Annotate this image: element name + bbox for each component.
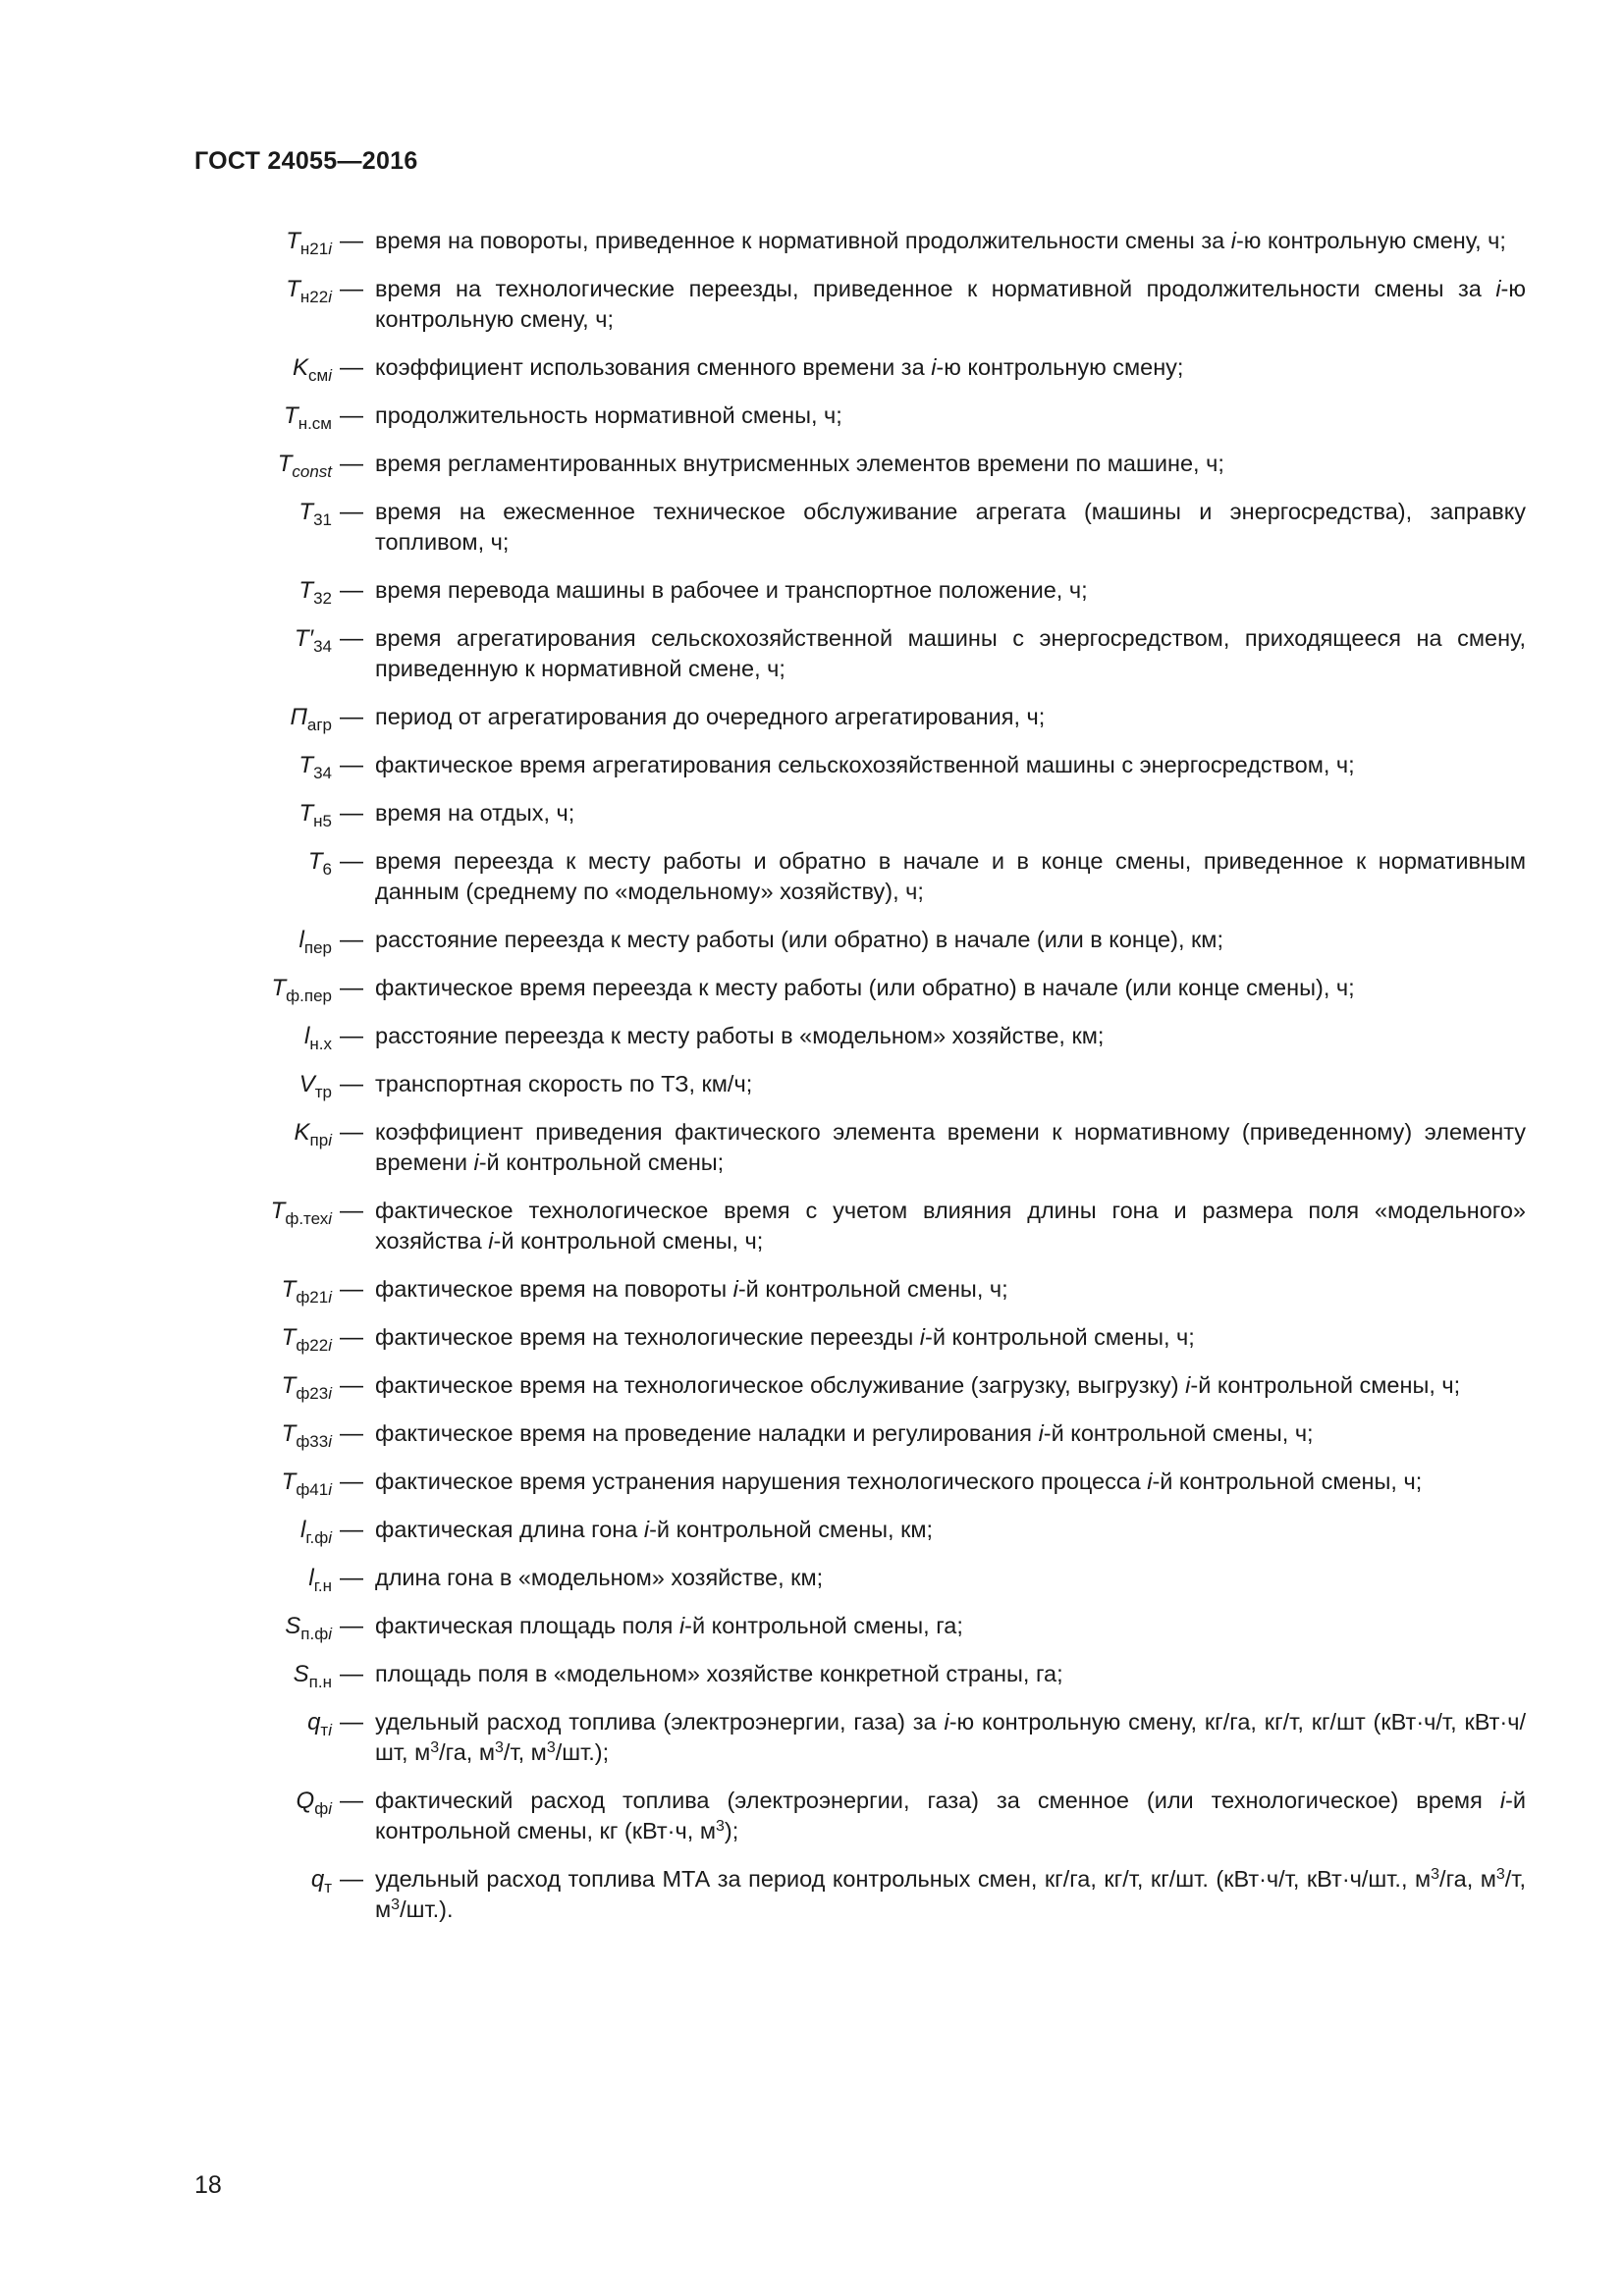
definition-dash: —	[340, 927, 363, 953]
definition-dash: —	[340, 848, 363, 875]
definition-text: удельный расход топлива (электроэнергии, газа) за i-ю контрольную смену, кг/га, кг/т, кг/шт (кВт·ч/т, кВт·ч/шт, $м^3/га$, $м^3/т$, $м^3/шт$.);	[375, 1709, 1527, 1765]
definition-row	[194, 226, 1526, 256]
definition-row	[194, 846, 1526, 907]
definition-text: фактическое время переезда к месту работы (или обратно) в начале (или конце смены), ч;	[375, 975, 1355, 1000]
definition-row	[194, 1786, 1526, 1846]
definition-symbol: $l_{г.фi}$	[300, 1517, 332, 1547]
definition-dash: —	[340, 975, 363, 1001]
definition-symbol: $T'_{34}$	[294, 625, 332, 656]
definition-row	[194, 1117, 1526, 1178]
definition-dash: —	[340, 1276, 363, 1303]
definition-symbol: $l_{н.х}$	[304, 1023, 332, 1053]
definition-symbol: $q_{тi}$	[307, 1709, 332, 1739]
definition-row	[194, 1196, 1526, 1256]
definition-text: время переезда к месту работы и обратно в начале и в конце смены, приведенное к нормативным данным (среднему по «модельному» хозяйству), ч;	[375, 848, 1526, 904]
definition-dash: —	[340, 276, 363, 302]
definition-dash: —	[340, 1866, 363, 1893]
definition-symbol: $T_{ф.техi}$	[270, 1198, 332, 1228]
definition-text: время на отдых, ч;	[375, 800, 575, 826]
definition-text: фактическое время на технологические переезды i-й контрольной смены, ч;	[375, 1324, 1195, 1350]
definition-symbol: $S_{п.н}$	[293, 1661, 332, 1691]
definition-text: удельный расход топлива МТА за период контрольных смен, кг/га, кг/т, кг/шт. (кВт·ч/т, кВт·ч/шт., $м^3/га$, $м^3/т$, $м^3/шт$.).	[375, 1866, 1526, 1922]
definition-symbol: $T_{н.см}$	[284, 402, 332, 433]
definition-row	[194, 1515, 1526, 1545]
definition-symbol: $T_{32}$	[298, 577, 332, 608]
definition-dash: —	[340, 800, 363, 827]
definition-text: площадь поля в «модельном» хозяйстве конкретной страны, га;	[375, 1661, 1063, 1686]
definition-text: время на ежесменное техническое обслуживание агрегата (машины и энергосредства), заправку топливом, ч;	[375, 499, 1526, 555]
definition-text: время на повороты, приведенное к нормативной продолжительности смены за i-ю контрольную смену, ч;	[375, 228, 1506, 253]
definition-text: время перевода машины в рабочее и транспортное положение, ч;	[375, 577, 1088, 603]
definition-symbol: $K_{смi}$	[293, 354, 332, 385]
definition-row	[194, 1021, 1526, 1051]
definition-symbol: $l_{г.н}$	[308, 1565, 332, 1595]
definition-dash: —	[340, 704, 363, 730]
definition-dash: —	[340, 577, 363, 604]
definition-dash: —	[340, 1468, 363, 1495]
document-header: ГОСТ 24055—2016	[194, 147, 418, 175]
definition-row	[194, 925, 1526, 955]
definition-row	[194, 750, 1526, 780]
definition-dash: —	[340, 1613, 363, 1639]
definition-dash: —	[340, 1071, 363, 1097]
definitions-list	[194, 226, 1526, 1943]
definition-text: коэффициент использования сменного времени за i-ю контрольную смену;	[375, 354, 1184, 380]
definition-text: фактическое время на повороты i-й контрольной смены, ч;	[375, 1276, 1008, 1302]
definition-text: время регламентированных внутрисменных элементов времени по машине, ч;	[375, 451, 1224, 476]
definition-symbol: $T_{ф41i}$	[281, 1468, 332, 1499]
definition-row	[194, 1659, 1526, 1689]
definition-row	[194, 623, 1526, 684]
definition-row	[194, 1322, 1526, 1353]
definition-symbol: $T_6$	[307, 848, 332, 879]
definition-symbol: $K_{прi}$	[294, 1119, 332, 1149]
definition-dash: —	[340, 1119, 363, 1146]
definition-symbol: $T_{ф22i}$	[281, 1324, 332, 1355]
definition-row	[194, 497, 1526, 558]
definition-dash: —	[340, 752, 363, 778]
definition-text: фактический расход топлива (электроэнергии, газа) за сменное (или технологическое) время i-й контрольной смены, кг (кВт·ч, $м^3$);	[375, 1788, 1526, 1843]
definition-row	[194, 1370, 1526, 1401]
definition-text: фактическая длина гона i-й контрольной смены, км;	[375, 1517, 934, 1542]
definition-text: фактическое время агрегатирования сельскохозяйственной машины с энергосредством, ч;	[375, 752, 1355, 777]
page-number: 18	[194, 2171, 222, 2199]
definition-row	[194, 1274, 1526, 1305]
definition-row	[194, 702, 1526, 732]
definition-dash: —	[340, 499, 363, 525]
definition-symbol: $S_{п.фi}$	[285, 1613, 332, 1643]
definition-row	[194, 1418, 1526, 1449]
definition-symbol: $T_{31}$	[298, 499, 332, 529]
definition-symbol: $T_{н22i}$	[286, 276, 332, 306]
definition-text: время агрегатирования сельскохозяйственной машины с энергосредством, приходящееся на смену, приведенную к нормативной смене, ч;	[375, 625, 1526, 681]
definition-symbol: $T_{34}$	[298, 752, 332, 782]
definition-symbol: $T_{н21i}$	[286, 228, 332, 258]
definition-dash: —	[340, 1788, 363, 1814]
definition-text: фактическое технологическое время с учетом влияния длины гона и размера поля «модельного» хозяйства i-й контрольной смены, ч;	[375, 1198, 1526, 1254]
definition-text: продолжительность нормативной смены, ч;	[375, 402, 842, 428]
definition-dash: —	[340, 1324, 363, 1351]
definition-symbol: $T_{const}$	[277, 451, 332, 481]
definition-symbol: $l_{пер}$	[298, 927, 332, 957]
definition-row	[194, 575, 1526, 606]
definition-row	[194, 400, 1526, 431]
definition-text: длина гона в «модельном» хозяйстве, км;	[375, 1565, 824, 1590]
definition-text: расстояние переезда к месту работы в «модельном» хозяйстве, км;	[375, 1023, 1105, 1048]
definition-symbol: $T_{ф21i}$	[281, 1276, 332, 1307]
definition-dash: —	[340, 1565, 363, 1591]
definition-text: расстояние переезда к месту работы (или обратно) в начале (или в конце), км;	[375, 927, 1223, 952]
definition-text: фактическая площадь поля i-й контрольной смены, га;	[375, 1613, 963, 1638]
definition-text: коэффициент приведения фактического элемента времени к нормативному (приведенному) элементу времени i-й контрольной смены;	[375, 1119, 1526, 1175]
definition-dash: —	[340, 1420, 363, 1447]
definition-text: период от агрегатирования до очередного агрегатирования, ч;	[375, 704, 1046, 729]
definition-dash: —	[340, 1517, 363, 1543]
definition-row	[194, 798, 1526, 828]
definition-row	[194, 274, 1526, 335]
definition-dash: —	[340, 1198, 363, 1224]
definition-dash: —	[340, 1023, 363, 1049]
definition-row	[194, 1467, 1526, 1497]
definition-symbol: $T_{ф33i}$	[281, 1420, 332, 1451]
definition-text: фактическое время на проведение наладки и регулирования i-й контрольной смены, ч;	[375, 1420, 1314, 1446]
definition-row	[194, 1563, 1526, 1593]
definition-symbol: $П_{агр}$	[290, 704, 332, 734]
definition-symbol: $T_{ф23i}$	[281, 1372, 332, 1403]
definition-row	[194, 352, 1526, 383]
definition-text: фактическое время устранения нарушения технологического процесса i-й контрольной смены, ч;	[375, 1468, 1423, 1494]
definition-dash: —	[340, 1372, 363, 1399]
definition-row	[194, 1069, 1526, 1099]
definition-symbol: $V_{тр}$	[298, 1071, 332, 1101]
definition-dash: —	[340, 1709, 363, 1735]
definition-row	[194, 449, 1526, 479]
definition-row	[194, 1611, 1526, 1641]
definition-dash: —	[340, 451, 363, 477]
definition-dash: —	[340, 354, 363, 381]
definition-dash: —	[340, 228, 363, 254]
definition-symbol: $T_{н5}$	[298, 800, 332, 830]
definition-symbol: $q_т$	[310, 1866, 332, 1896]
definition-dash: —	[340, 1661, 363, 1687]
definition-row	[194, 973, 1526, 1003]
definition-dash: —	[340, 402, 363, 429]
definition-row	[194, 1864, 1526, 1925]
definition-text: время на технологические переезды, приведенное к нормативной продолжительности смены за i-ю контрольную смену, ч;	[375, 276, 1526, 332]
definition-dash: —	[340, 625, 363, 652]
definition-symbol: $Q_{фi}$	[296, 1788, 332, 1818]
definition-text: фактическое время на технологическое обслуживание (загрузку, выгрузку) i-й контрольной смены, ч;	[375, 1372, 1461, 1398]
definition-text: транспортная скорость по ТЗ, км/ч;	[375, 1071, 753, 1096]
definition-row	[194, 1707, 1526, 1768]
definition-symbol: $T_{ф.пер}$	[271, 975, 332, 1005]
